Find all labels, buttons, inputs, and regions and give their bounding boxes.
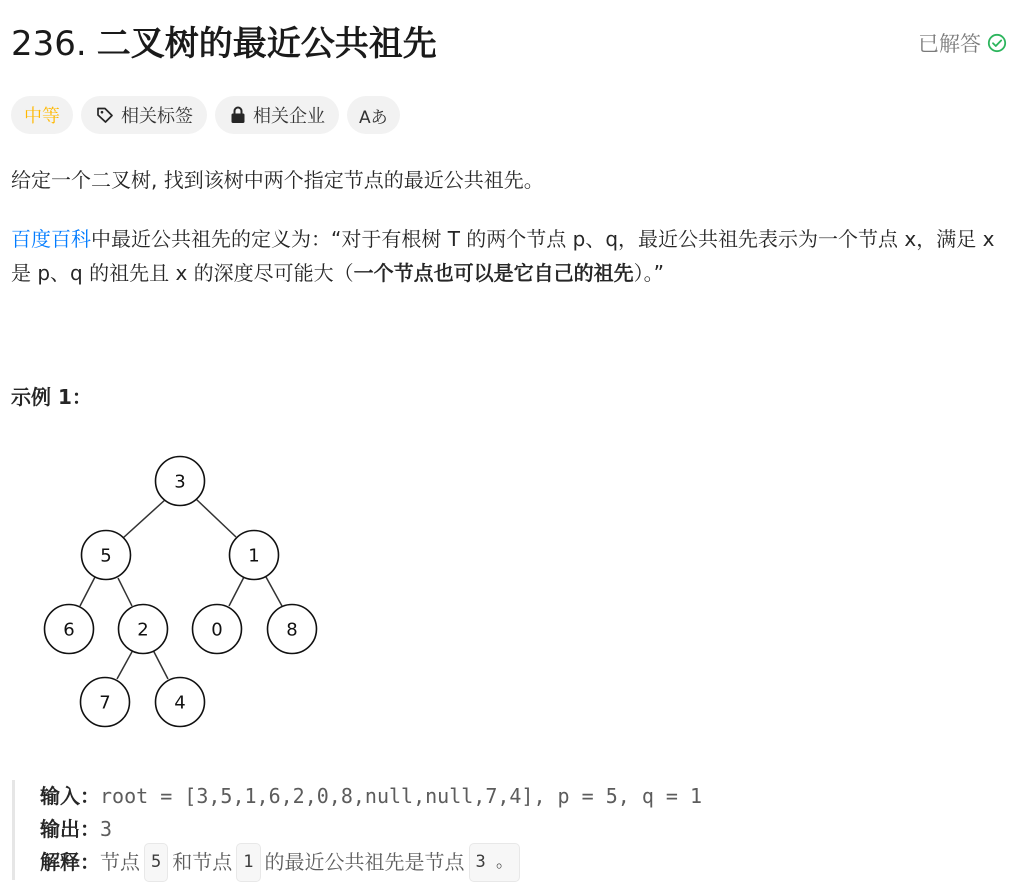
related-companies-label: 相关企业 — [253, 106, 325, 127]
explain-label: 解释： — [40, 850, 100, 874]
tree-node-label: 3 — [174, 471, 186, 493]
tree-node-label: 1 — [248, 545, 260, 567]
tree-node — [268, 605, 317, 654]
binary-tree-figure — [40, 453, 330, 743]
difficulty-badge[interactable] — [11, 96, 73, 134]
tree-node — [193, 605, 242, 654]
tree-edge — [80, 577, 95, 606]
input-value: root = [3,5,1,6,2,0,8,null,null,7,4], p = 5, q = 1 — [100, 784, 703, 808]
input-label: 输入： — [40, 784, 100, 808]
description-definition — [11, 222, 1007, 290]
inline-code: 5 — [144, 843, 168, 882]
title-row — [11, 18, 1007, 70]
related-tags-label: 相关标签 — [121, 106, 193, 127]
definition-bold: 一个节点也可以是它自己的祖先 — [353, 261, 634, 285]
page-title[interactable] — [11, 18, 437, 70]
explain-text: 的最近公共祖先是节点 — [264, 850, 465, 874]
tree-edges — [80, 499, 282, 679]
definition-tail: ）。” — [633, 261, 665, 285]
baidu-baike-link[interactable]: 百度百科 — [11, 227, 91, 251]
tree-node — [156, 678, 205, 727]
tree-edge — [117, 650, 133, 679]
inline-code: 3 。 — [469, 843, 520, 882]
example-block — [12, 780, 992, 880]
tag-bar — [11, 96, 400, 134]
inline-code: 1 — [236, 843, 260, 882]
tree-node-label: 2 — [137, 619, 149, 641]
lock-icon — [229, 105, 247, 125]
font-toggle-button[interactable] — [347, 96, 400, 134]
tree-node-label: 8 — [286, 619, 298, 641]
tree-edge — [266, 577, 282, 606]
tree-edge — [118, 578, 132, 606]
example-explain-line — [40, 846, 992, 879]
font-toggle-icon: Aあ — [359, 107, 388, 128]
tree-node-label: 5 — [100, 545, 112, 567]
difficulty-label: 中等 — [24, 106, 60, 127]
explain-text: 节点 — [100, 850, 140, 874]
problem-name: 二叉树的最近公共祖先 — [96, 24, 437, 64]
tree-node — [230, 531, 279, 580]
example-output-line — [40, 813, 992, 846]
definition-text: 中最近公共祖先的定义为：“对于有根树 T 的两个节点 p、q，最近公共祖先表示为一个节点 x，满足 x 是 p、q 的祖先且 x 的深度尽可能大（ — [11, 227, 995, 285]
problem-number: 236. — [11, 24, 87, 64]
related-companies-button[interactable] — [215, 96, 339, 134]
example-input-line — [40, 780, 992, 813]
tree-edge — [153, 650, 168, 679]
tree-node — [81, 678, 130, 727]
tree-node — [119, 605, 168, 654]
tree-node — [156, 457, 205, 506]
solved-status — [918, 28, 1007, 58]
tree-node-label: 6 — [63, 619, 75, 641]
explain-text: 和节点 — [172, 850, 233, 874]
tree-node — [82, 531, 131, 580]
output-label: 输出： — [40, 817, 100, 841]
solved-label: 已解答 — [918, 32, 981, 56]
check-circle-icon — [987, 33, 1007, 53]
tree-node — [45, 605, 94, 654]
tree-node-label: 0 — [211, 619, 223, 641]
tree-node-label: 4 — [174, 692, 186, 714]
related-tags-button[interactable] — [81, 96, 207, 134]
example-title: 示例 1： — [11, 385, 92, 409]
tree-edge — [123, 499, 166, 538]
tree-node-label: 7 — [99, 692, 111, 714]
output-value: 3 — [100, 817, 113, 841]
tag-icon — [95, 105, 115, 125]
tree-edge — [196, 499, 236, 537]
tree-edge — [229, 577, 244, 606]
description-line-1: 给定一个二叉树, 找到该树中两个指定节点的最近公共祖先。 — [11, 168, 544, 192]
